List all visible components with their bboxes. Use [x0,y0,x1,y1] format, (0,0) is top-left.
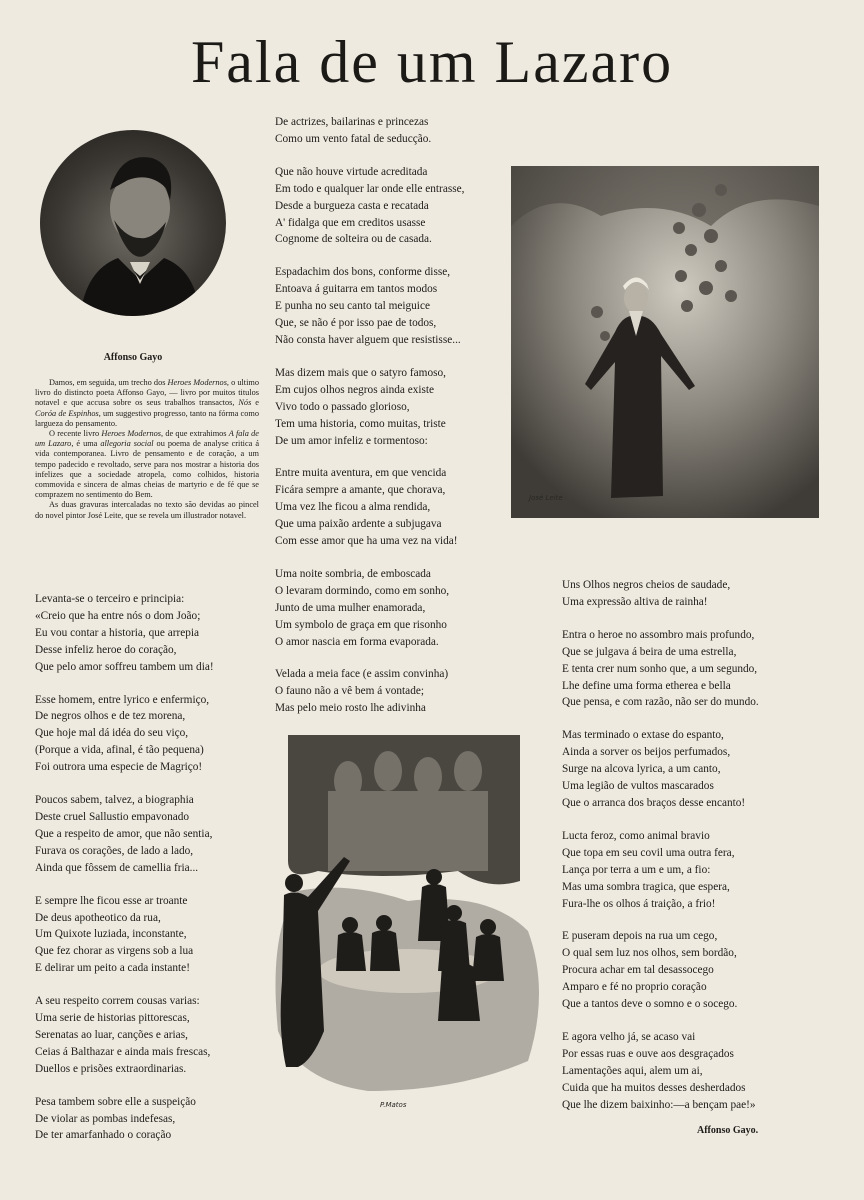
author-portrait [40,130,226,316]
poem-line: De deus apotheotico da rua, [35,911,161,924]
poem-line: Entre muita aventura, em que vencida [275,467,447,480]
poem-line: Como um vento fatal de seducção. [275,132,432,145]
poem-line: Procura achar em tal desassocego [562,964,714,977]
poem-line: E punha no seu canto tal meiguice [275,300,430,313]
poem-line: Lucta feroz, como animal bravio [562,829,710,842]
poem-line: Que a tantos deve o somno e o socego. [562,998,738,1011]
portrait-caption: Affonso Gayo [103,352,163,363]
poem-line: Ficára sempre a amante, que chorava, [275,484,446,497]
poem-line: Mas pelo meio rosto lhe adivinha [275,702,426,715]
poem-line: Que fez chorar as virgens sob a lua [35,945,194,958]
poem-line: Amparo e fé no proprio coração [562,981,707,994]
poem-line: Ainda que fôssem de camellia fria... [35,861,199,874]
poem-line: Fura-lhe os olhos á traição, a frio! [562,897,716,910]
poem-line: Desse infeliz heroe do coração, [35,643,177,656]
poem-stanza [35,591,270,676]
poem-column-1 [35,591,270,1160]
poem-line: Que pelo amor soffreu tambem um dia! [35,660,214,673]
poem-stanza [275,114,515,148]
poem-line: Cuida que ha muitos desses desherdados [562,1081,746,1094]
poem-line: Ceias á Balthazar e ainda mais frescas, [35,1045,211,1058]
intro-text [35,378,259,521]
author-signature: Affonso Gayo. [697,1125,759,1136]
poem-line: Entra o heroe no assombro mais profundo, [562,628,755,641]
poem-line: Desde a burgueza casta e recatada [275,199,429,212]
poem-line: O levaram dormindo, como em sonho, [275,584,450,597]
poem-stanza [275,164,515,249]
poem-line: O qual sem luz nos olhos, sem bordão, [562,947,737,960]
poem-line: Que a respeito de amor, que não sentia, [35,827,213,840]
poem-stanza [562,928,852,1013]
poem-line: E tenta crer num sonho que, a um segundo, [562,662,758,675]
poem-line: De violar as pombas indefesas, [35,1112,176,1125]
poem-line: Lança por terra a um e um, a fio: [562,863,711,876]
poem-line: Uma serie de historias pittorescas, [35,1012,190,1025]
poem-line: Mas dizem mais que o satyro famoso, [275,366,446,379]
poem-line: Em todo e qualquer lar onde elle entrasse, [275,182,465,195]
poem-line: Que hoje mal dá idéa do seu viço, [35,727,189,740]
poem-stanza [35,993,270,1078]
poem-stanza [562,627,852,712]
poem-line: Duellos e prisões extraordinarias. [35,1062,187,1075]
poem-line: Lamentações aqui, alem um ai, [562,1064,703,1077]
poem-stanza [35,893,270,978]
poem-stanza [562,727,852,812]
illustration-signature: P.Matos [380,1101,407,1109]
poem-line: Poucos sabem, talvez, a biographia [35,794,194,807]
poem-line: Cognome de solteira ou de casada. [275,233,432,246]
poem-line: Que pensa, e com razão, não ser do mundo. [562,696,759,709]
poem-line: E agora velho já, se acaso vai [562,1030,696,1043]
poem-line: O amor nascia em forma evaporada. [275,635,439,648]
poem-line: Eu vou contar a historia, que arrepia [35,626,200,639]
poem-stanza [275,666,515,717]
poem-line: Uma vez lhe ficou a alma rendida, [275,501,431,514]
poem-line: Velada a meia face (e assim convinha) [275,668,449,681]
poem-line: «Creio que ha entre nós o dom João; [35,609,201,622]
poem-line: Tem uma historia, como muitas, triste [275,417,446,430]
poem-line: De negros olhos e de tez morena, [35,710,186,723]
poem-line: Por essas ruas e ouve aos desgraçados [562,1047,734,1060]
poem-line: Espadachim dos bons, conforme disse, [275,266,451,279]
poem-line: Com esse amor que ha uma vez na vida! [275,535,458,548]
poem-line: Mas terminado o extase do espanto, [562,729,724,742]
poem-line: Que uma paixão ardente a subjugava [275,518,442,531]
poem-stanza [35,692,270,777]
poem-line: De ter amarfanhado o coração [35,1129,172,1142]
poem-line: De um amor infeliz e tormentoso: [275,434,428,447]
poem-line: (Porque a vida, afinal, é tão pequena) [35,744,204,757]
poem-line: Uma legião de vultos mascarados [562,780,714,793]
poem-line: Que lhe dizem baixinho:—a bençam pae!» [562,1098,756,1111]
poem-line: Que não houve virtude acreditada [275,165,428,178]
poem-line: De actrizes, bailarinas e princezas [275,116,429,128]
illustration-apparition [511,166,819,518]
poem-stanza [562,577,852,611]
poem-column-2 [275,114,515,733]
poem-line: Vivo todo o passado glorioso, [275,400,410,413]
poem-line: O fauno não a vê bem á vontade; [275,685,424,698]
poem-line: Ainda a sorver os beijos perfumados, [562,746,731,759]
poem-line: Mas uma sombra tragica, que espera, [562,880,730,893]
poem-column-3 [562,577,852,1129]
poem-line: Junto de uma mulher enamorada, [275,601,426,614]
intro-paragraph: As duas gravuras intercaladas no texto são devidas ao pincel do novel pintor José Leite, que se revela um illustrador notavel. [35,500,259,520]
poem-line: Lhe define uma forma etherea e bella [562,679,731,692]
portrait-illustration [40,130,226,316]
poem-line: A' fidalga que em creditos usasse [275,216,426,229]
poem-line: Que se julgava á beira de uma estrella, [562,645,737,658]
poem-line: E delirar um peito a cada instante! [35,962,190,975]
poem-line: Levanta-se o terceiro e principia: [35,593,185,605]
poem-line: E sempre lhe ficou esse ar troante [35,894,188,907]
poem-line: Não consta haver alguem que resistisse... [275,333,461,346]
illustration-signature: José Leite [529,494,563,502]
poem-stanza [35,792,270,877]
poem-line: Em cujos olhos negros ainda existe [275,383,435,396]
poem-stanza [275,365,515,450]
poem-line: Furava os corações, de lado a lado, [35,844,194,857]
poem-line: Uma expressão altiva de rainha! [562,595,708,608]
poem-line: Surge na alcova lyrica, a um canto, [562,763,721,776]
poem-line: Foi outrora uma especie de Magriço! [35,761,203,774]
illustration-gathering [258,731,554,1121]
poem-stanza [275,566,515,651]
poem-stanza [35,1094,270,1145]
poem-line: Entoava á guitarra em tantos modos [275,283,438,296]
poem-stanza [562,1029,852,1114]
poem-line: Que topa em seu covil uma outra fera, [562,846,735,859]
poem-stanza [562,828,852,913]
poem-stanza [275,465,515,550]
poem-line: A seu respeito correm cousas varias: [35,995,200,1008]
poem-line: Uma noite sombria, de emboscada [275,567,431,580]
poem-line: Pesa tambem sobre elle a suspeição [35,1095,196,1108]
poem-line: Esse homem, entre lyrico e enfermiço, [35,693,210,706]
poem-line: Serenatas ao luar, canções e arias, [35,1028,188,1041]
page-title: Fala de um Lazaro [190,29,674,95]
poem-line: Um symbolo de graça em que risonho [275,618,447,631]
intro-paragraph: Damos, em seguida, um trecho dos Heroes Modernos, o ultimo livro do distincto poeta Affonso Gayo, — livro por muitos titulos notavel e que accusa sobre os seus trabalhos transactos, Nós e Coróa de Espinhos, um suggestivo progresso, tanto na fórma como largueza do pensamento. [35,378,259,428]
poem-line: Uns Olhos negros cheios de saudade, [562,579,731,591]
poem-line: Um Quixote luziada, inconstante, [35,928,187,941]
poem-line: Deste cruel Sallustio empavonado [35,810,190,823]
poem-line: E puseram depois na rua um cego, [562,930,718,943]
intro-paragraph: O recente livro Heroes Modernos, de que extrahimos A fala de um Lazaro, é uma allegoria social ou poema de analyse critica á vida contemporanea. Livro de pensamento e de coração, a um tempo padecido e revoltado, serve para nos mostrar a historia dos infelizes que a sociedade atropela, como colhidos, historia commovida e sincera de almas cheias de martyrio e de fé que se comprazem no sentimento do Bem. [35,429,259,500]
poem-line: Que o arranca dos braços desse encanto! [562,796,746,809]
poem-stanza [275,264,515,349]
poem-line: Que, se não é por isso pae de todos, [275,317,437,330]
